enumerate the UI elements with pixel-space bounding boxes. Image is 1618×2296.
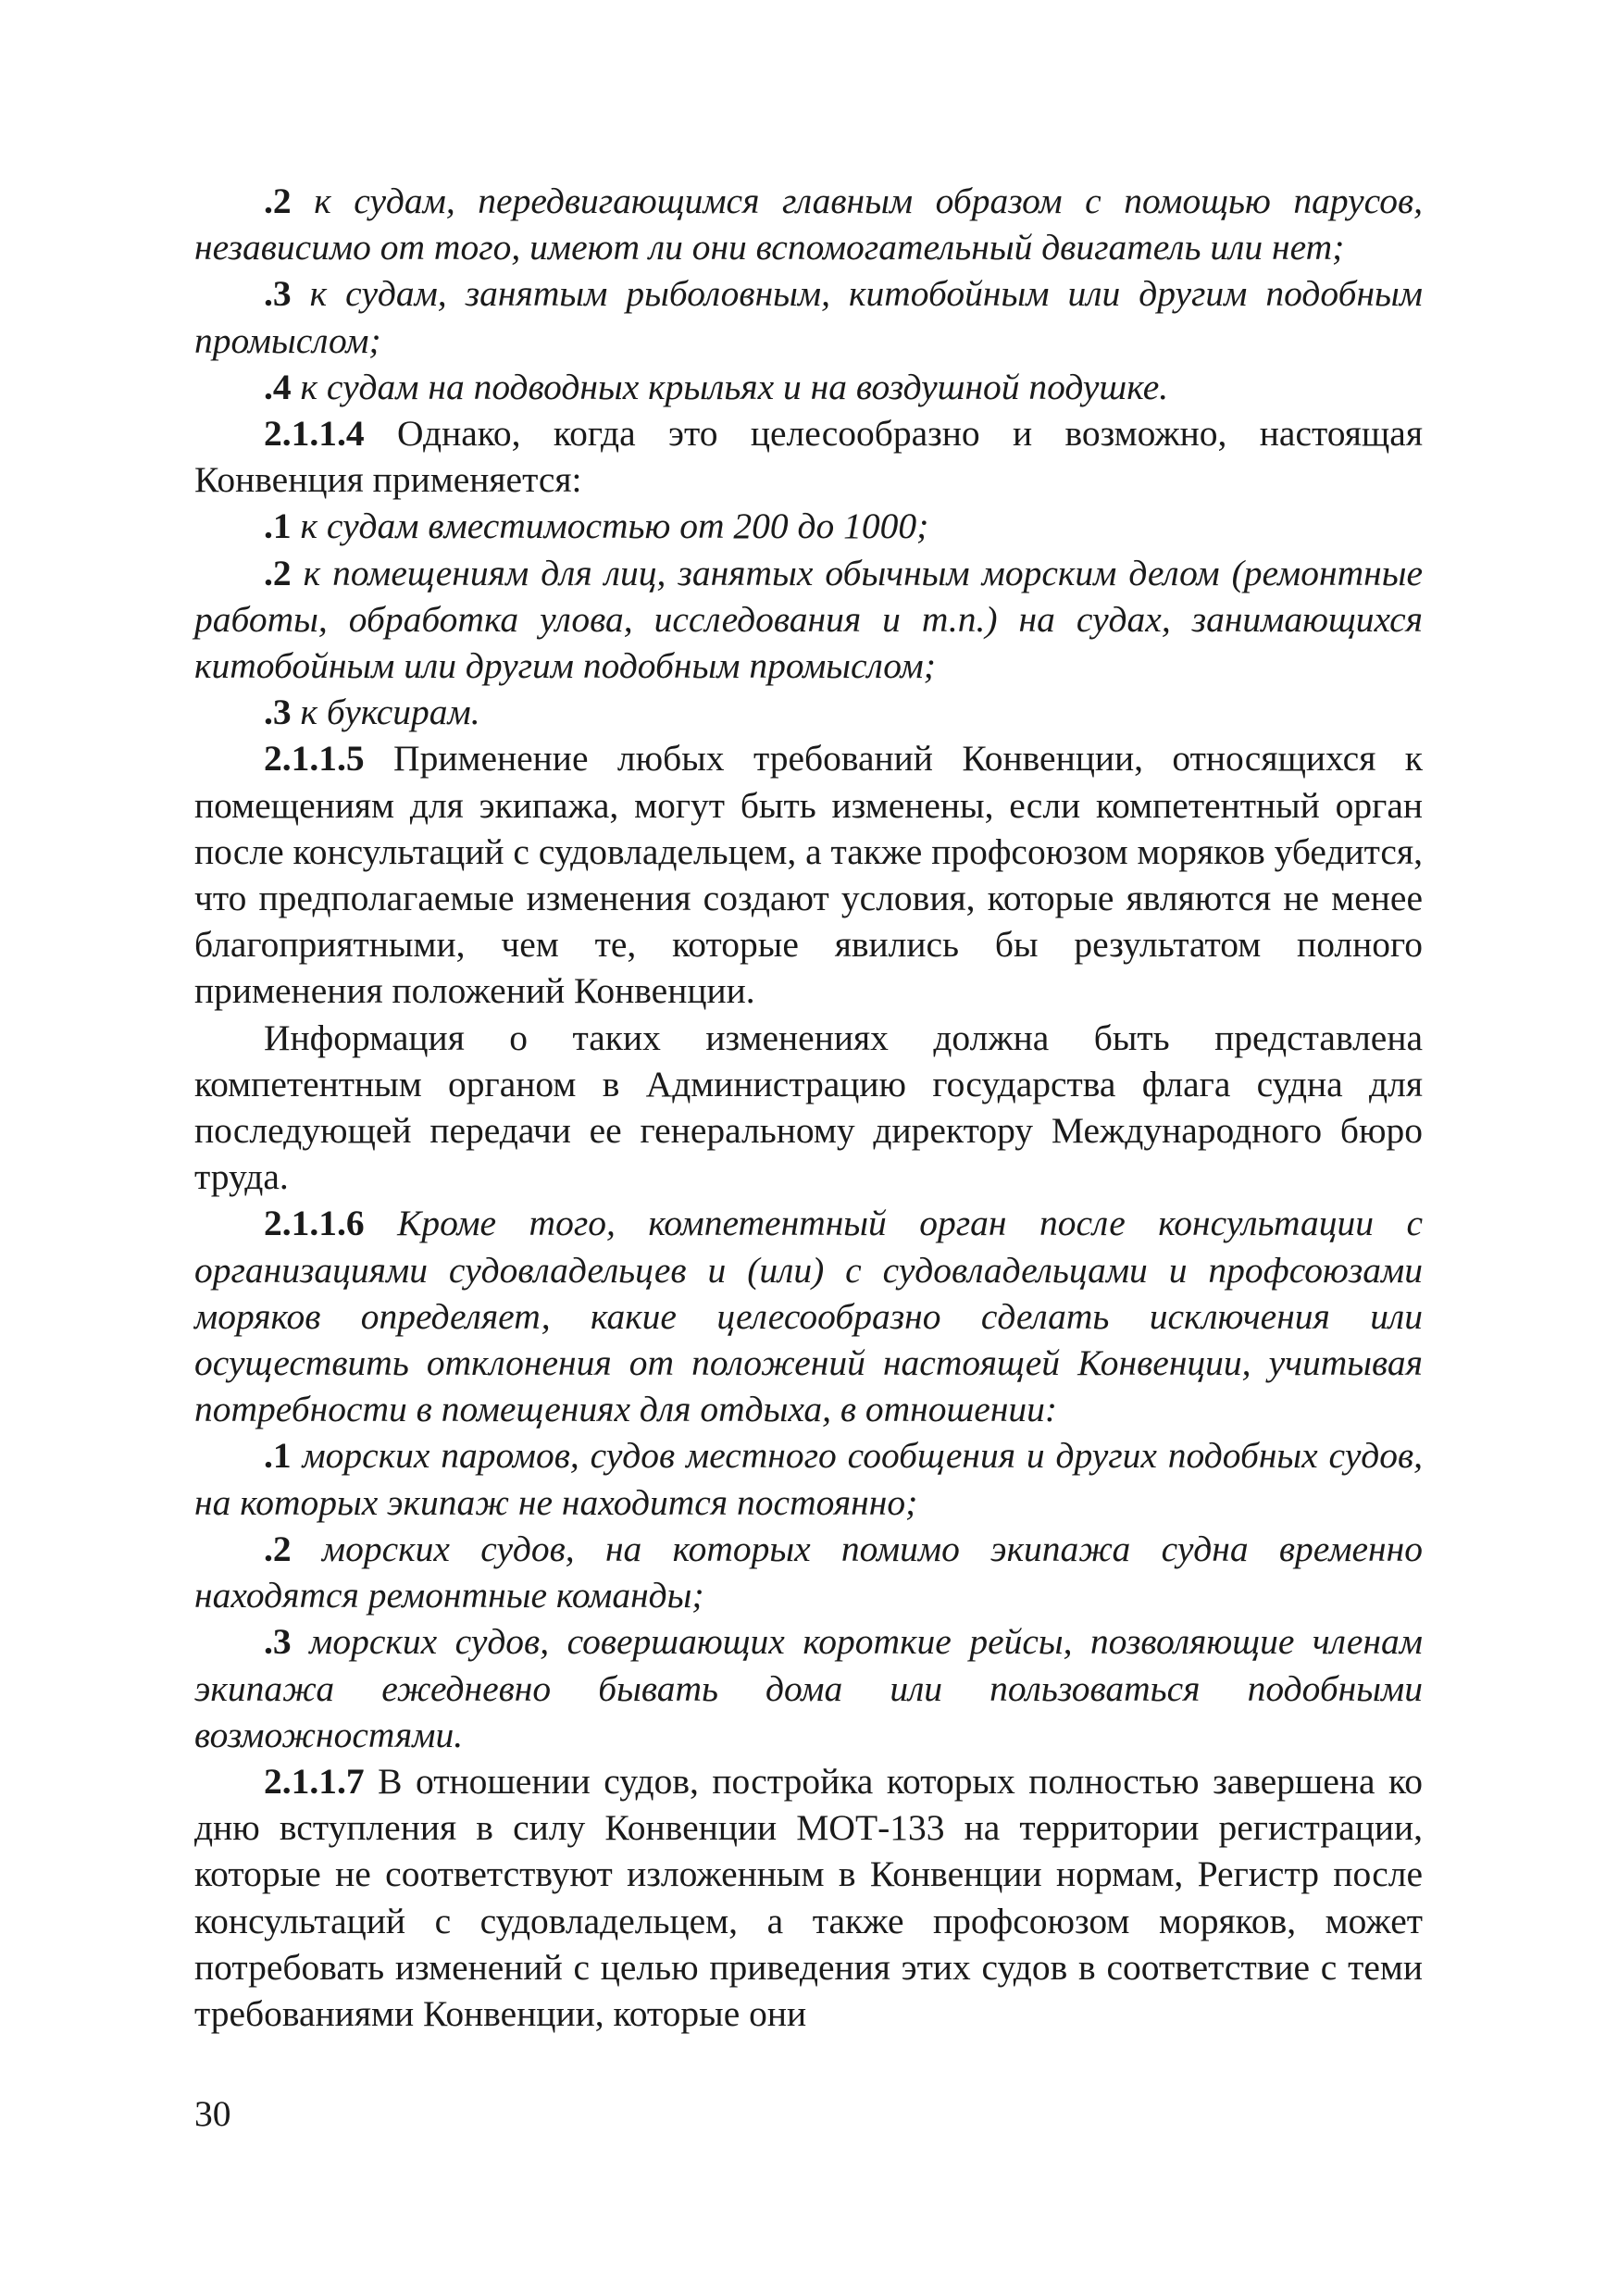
paragraph-text: морских судов, на которых помимо экипажа судна временно находятся ремонтные команды; [194, 1528, 1423, 1616]
page-body [194, 178, 1423, 2037]
paragraph [194, 689, 1423, 735]
paragraph-text: к буксирам. [291, 692, 480, 733]
item-number: .2 [264, 1528, 292, 1569]
paragraph [194, 270, 1423, 363]
item-number: .3 [264, 692, 292, 733]
paragraph-text: к судам на подводных крыльях и на воздушной подушке. [291, 366, 1169, 407]
paragraph-text: Кроме того, компетентный орган после консультации с организациями судовладельцев и (или) с судовладельцами и профсоюзами моряков определяет, какие целесообразно сделать исключения или осуществить отклонения от положений настоящей Конвенции, учитывая потребности в помещениях для отдыха, в отношении: [194, 1203, 1423, 1430]
paragraph [194, 1526, 1423, 1618]
paragraph-text: Применение любых требований Конвенции, относящихся к помещениям для экипажа, могут быть изменены, если компетентный орган после консультаций с судовладельцем, а также профсоюзом моряков убедится, что предполагаемые изменения создают условия, которые являются не менее благоприятными, чем те, которые явились бы результатом полного применения положений Конвенции. [194, 738, 1423, 1012]
item-number: .3 [264, 273, 292, 315]
paragraph [194, 1618, 1423, 1758]
item-number: .2 [264, 181, 292, 221]
paragraph [194, 410, 1423, 503]
paragraph [194, 503, 1423, 549]
item-number: .4 [264, 366, 292, 407]
paragraph [194, 178, 1423, 270]
paragraph-text: морских паромов, судов местного сообщения и других подобных судов, на которых экипаж не находится постоянно; [194, 1435, 1423, 1523]
paragraph-text: Однако, когда это целесообразно и возможно, настоящая Конвенция применяется: [194, 413, 1423, 501]
paragraph [194, 1758, 1423, 2037]
item-number: .1 [264, 1435, 292, 1477]
paragraph-text: Информация о таких изменениях должна быть представлена компетентным органом в Администрацию государства флага судна для последующей передачи ее генеральному директору Международного бюро труда. [194, 1017, 1423, 1198]
paragraph-text: морских судов, совершающих короткие рейсы, позволяющие членам экипажа ежедневно бывать дома или пользоваться подобными возможностями. [194, 1621, 1423, 1755]
section-number: 2.1.1.5 [264, 738, 365, 780]
item-number: .3 [264, 1621, 292, 1663]
section-number: 2.1.1.6 [264, 1203, 365, 1244]
paragraph-text: к судам, передвигающимся главным образом с помощью парусов, независимо от того, имеют ли они вспомогательный двигатель или нет; [194, 181, 1423, 268]
paragraph-text: В отношении судов, постройка которых полностью завершена ко дню вступления в силу Конвенции МОТ-133 на территории регистрации, которые не соответствуют изложенным в Конвенции нормам, Регистр после консультаций с судовладельцем, а также профсоюзом моряков, может потребовать изменений с целью приведения этих судов в соответствие с теми требованиями Конвенции, которые они [194, 1760, 1423, 2034]
paragraph [194, 1432, 1423, 1525]
paragraph [194, 1015, 1423, 1201]
section-number: 2.1.1.4 [264, 413, 365, 455]
section-number: 2.1.1.7 [264, 1760, 365, 1802]
item-number: .2 [264, 552, 292, 593]
paragraph [194, 550, 1423, 690]
item-number: .1 [264, 505, 292, 547]
page-number: 30 [194, 2093, 231, 2134]
paragraph-text: к судам, занятым рыболовным, китобойным или другим подобным промыслом; [194, 273, 1423, 361]
paragraph [194, 364, 1423, 410]
paragraph-text: к судам вместимостью от 200 до 1000; [291, 505, 929, 547]
paragraph-text: к помещениям для лиц, занятых обычным морским делом (ремонтные работы, обработка улова, исследования и т.п.) на судах, занимающихся китобойным или другим подобным промыслом; [194, 552, 1423, 687]
paragraph [194, 735, 1423, 1014]
paragraph [194, 1200, 1423, 1432]
